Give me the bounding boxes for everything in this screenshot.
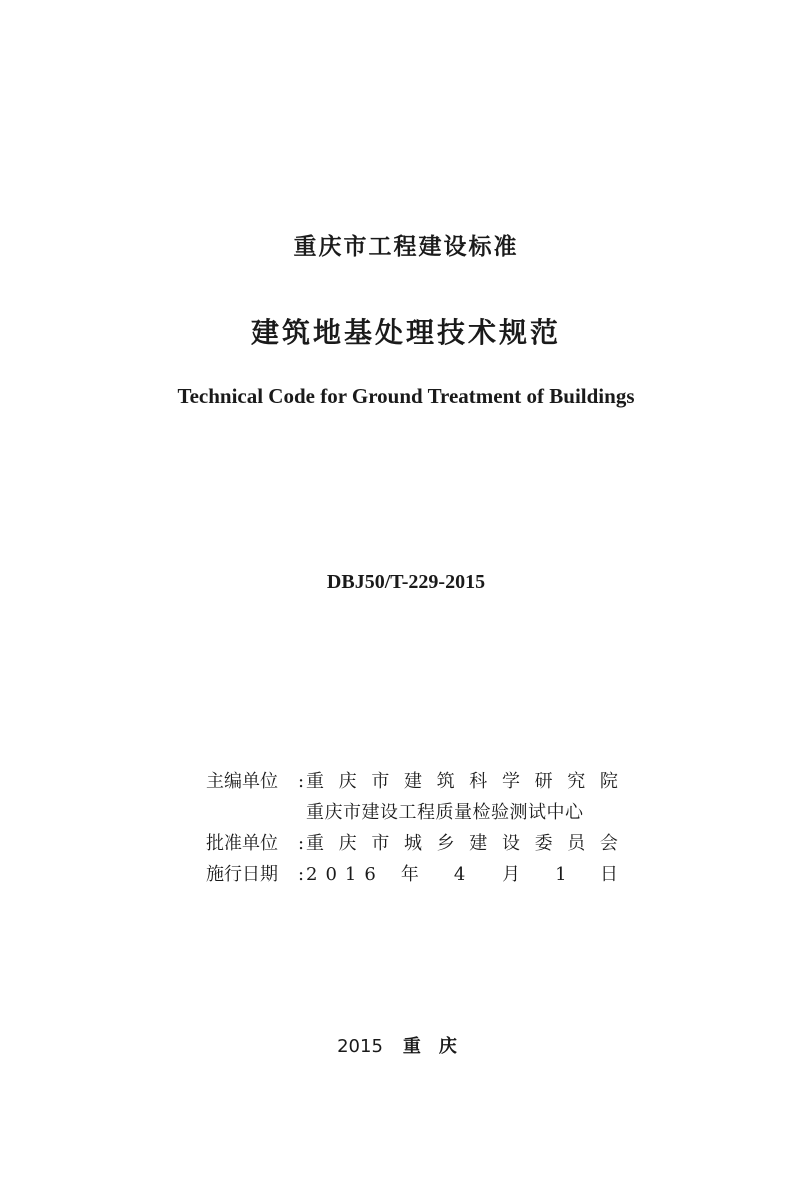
- editor-char: 建: [403, 771, 422, 792]
- editor-label: 主编单位: [206, 771, 278, 792]
- approver-char: 设: [501, 833, 520, 854]
- effective-year: 2016: [306, 864, 384, 885]
- editor-colon: :: [298, 771, 305, 792]
- editor-char: 研: [534, 771, 553, 792]
- publication-city: 重庆: [402, 1036, 475, 1057]
- month-word: 月: [502, 864, 521, 885]
- approver-char: 重: [306, 833, 324, 854]
- editor-char: 筑: [436, 771, 455, 792]
- approver-name: [306, 828, 618, 859]
- effective-date-row: [206, 859, 618, 890]
- editor-char: 庆: [338, 771, 357, 792]
- editor-char: 究: [567, 771, 586, 792]
- english-title: Technical Code for Ground Treatment of Buildings: [177, 384, 635, 408]
- year-word: 年: [400, 864, 419, 885]
- editor-char: 科: [469, 771, 488, 792]
- day-word: 日: [600, 864, 618, 885]
- approver-char: 员: [567, 833, 586, 854]
- effective-month: 4: [453, 864, 466, 885]
- effective-day: 1: [555, 864, 567, 885]
- editor-char: 院: [599, 771, 618, 792]
- approver-colon: :: [298, 833, 305, 854]
- main-title: 建筑地基处理技术规范: [250, 316, 561, 349]
- publication-year: 2015: [337, 1036, 383, 1057]
- publication-footer: [0, 1032, 800, 1058]
- approver-char: 会: [599, 833, 618, 854]
- editor-primary: [306, 766, 618, 797]
- editor-secondary-row: [206, 797, 618, 828]
- approver-char: 市: [371, 833, 390, 854]
- editor-char: 重: [306, 771, 324, 792]
- approver-row: [206, 828, 618, 859]
- editor-row: [206, 766, 618, 797]
- approver-char: 庆: [338, 833, 357, 854]
- approver-char: 城: [403, 833, 422, 854]
- editor-secondary: 重庆市建设工程质量检验测试中心: [306, 802, 584, 823]
- editor-char: 学: [501, 771, 520, 792]
- approver-char: 乡: [436, 833, 455, 854]
- series-title: 重庆市工程建设标准: [293, 234, 519, 260]
- publication-info: [206, 766, 618, 890]
- approver-label: 批准单位: [206, 833, 278, 854]
- effective-label: 施行日期: [206, 864, 278, 885]
- editor-char: 市: [371, 771, 390, 792]
- effective-colon: :: [298, 864, 305, 885]
- effective-date: [306, 859, 618, 890]
- approver-char: 建: [469, 833, 488, 854]
- approver-char: 委: [534, 833, 553, 854]
- standard-number: DBJ50/T-229-2015: [326, 571, 486, 593]
